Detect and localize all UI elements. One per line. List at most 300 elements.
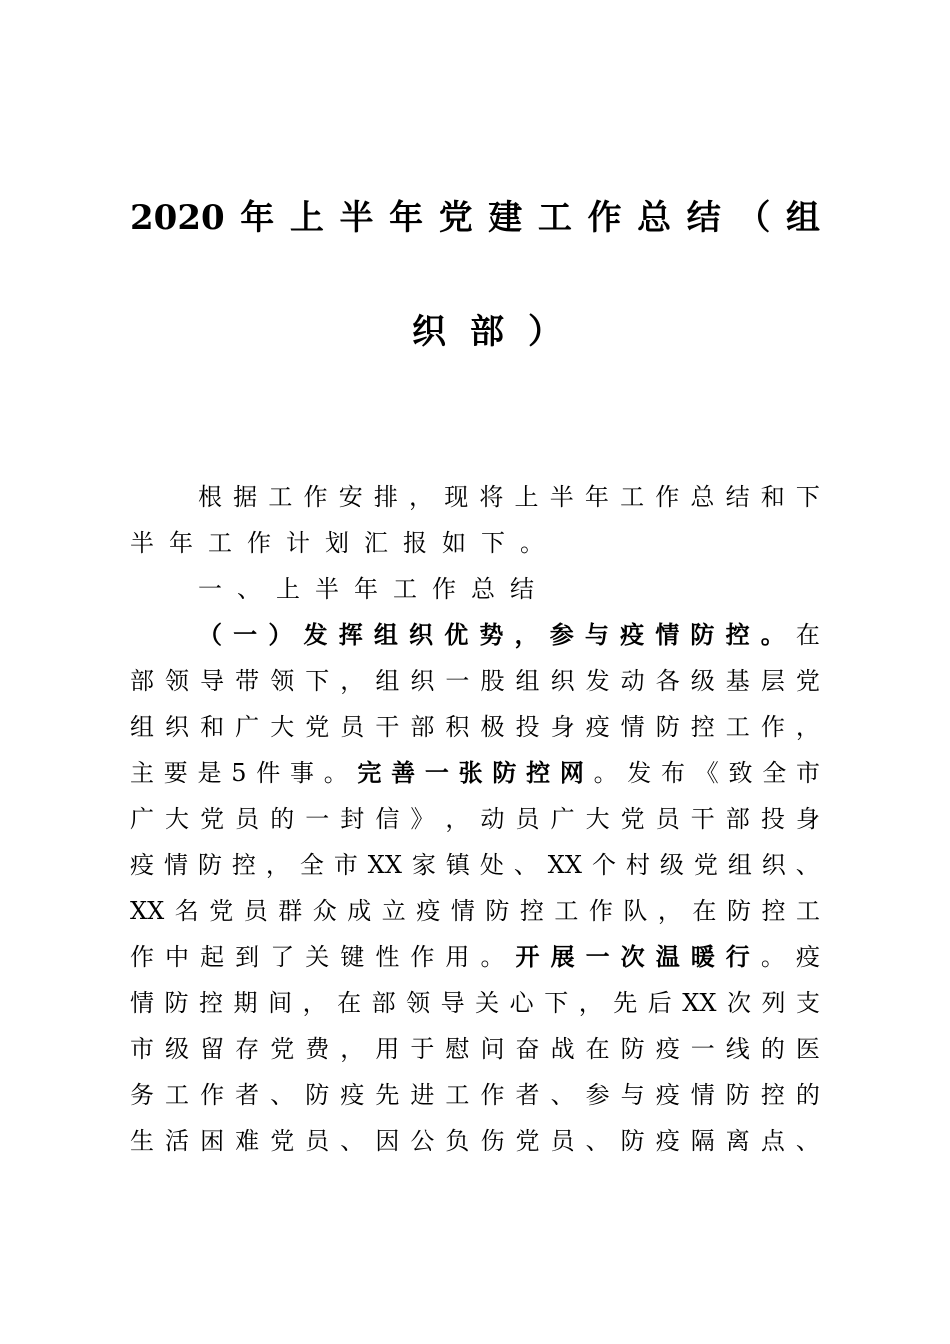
text-token: 领 [270,667,295,695]
text-token: 网 [559,758,584,787]
text-token: 员 [243,897,268,925]
text-token: 与 [620,1081,645,1109]
text-token: 务 [130,1081,154,1109]
text-token: 存 [235,1035,260,1063]
text-token: 控 [231,851,256,879]
text-token: 情 [450,897,475,925]
text-token: 先 [613,989,638,1017]
title-token: 建 [488,198,523,238]
text-token: 党 [305,713,330,741]
text-token: 部 [130,667,154,695]
text-token: 用 [375,1035,400,1063]
text-token: 员 [305,1127,330,1155]
text-token: 工 [554,897,579,925]
text-token: ， [340,667,365,695]
text-token: 工 [725,713,750,741]
text-token: 报 [403,529,427,557]
text-token: 、 [237,575,261,603]
text-token: 下 [795,483,820,511]
text-token: 作 [247,529,271,557]
body-text-line [130,942,820,972]
text-token: XX [367,851,402,879]
text-token: 线 [725,1035,750,1063]
text-token: 防 [726,897,751,925]
text-token: 一 [585,942,610,971]
text-token: 善 [391,758,416,787]
text-token: 一 [445,667,470,695]
text-token: 用 [445,943,470,971]
text-token: 身 [795,805,820,833]
text-token: 排 [373,483,398,511]
text-token: 部 [725,805,750,833]
text-token: 一 [690,1035,715,1063]
text-token: 在 [692,897,717,925]
text-token: 群 [278,897,303,925]
text-token: 张 [458,758,483,787]
text-token: 、 [550,1081,575,1109]
text-token: 键 [340,943,365,971]
text-token: 上 [514,483,539,511]
text-token: 在 [795,621,820,649]
text-token: 作 [480,1081,505,1109]
text-token: 情 [163,851,188,879]
text-token: XX [682,989,717,1017]
text-token: 生 [130,1127,154,1155]
text-token: 开 [515,942,540,971]
text-token: 势 [479,620,504,649]
text-token: 各 [655,667,680,695]
text-token: 组 [130,713,154,741]
text-token: 到 [235,943,260,971]
text-token: 控 [761,897,786,925]
text-token: 工 [208,529,232,557]
text-token: 工 [268,483,293,511]
text-token: 控 [725,620,750,649]
text-token: ， [514,620,539,649]
text-token: 、 [585,1127,610,1155]
body-text-line [130,1080,820,1110]
text-token: 积 [445,713,470,741]
text-token: 基 [725,667,750,695]
body-text-line [198,574,820,604]
text-token: 全 [762,759,787,787]
text-token: 员 [340,713,365,741]
title-token: 年 [240,198,275,238]
title-token: 年 [389,198,424,238]
text-token: 难 [235,1127,260,1155]
text-token: 隔 [690,1127,715,1155]
text-token: 先 [375,1081,400,1109]
text-token: 织 [165,713,190,741]
text-token: 员 [515,805,540,833]
text-token: 挥 [338,620,363,649]
text-token: 股 [480,667,505,695]
text-token: 在 [337,989,362,1017]
text-token: 参 [549,620,574,649]
text-token: 立 [381,897,406,925]
text-token: 党 [693,851,718,879]
text-token: 和 [760,483,785,511]
text-token: 动 [620,667,645,695]
text-token: 半 [549,483,574,511]
text-token: 活 [165,1127,190,1155]
text-token: 点 [760,1127,785,1155]
text-token: 、 [270,1081,295,1109]
text-token: 次 [726,989,751,1017]
text-token: 一 [198,575,222,603]
text-token: 。 [323,759,348,787]
body-text-line [198,482,820,512]
text-token: 》 [410,805,435,833]
text-token: 间 [268,989,293,1017]
text-token: XX [547,851,582,879]
text-token: 是 [197,759,222,787]
text-token: 层 [760,667,785,695]
title-token: 党 [438,198,473,238]
title-token: （ [736,198,771,238]
text-token: 组 [727,851,752,879]
text-token: 根 [198,483,222,511]
text-token: 作 [303,483,328,511]
text-token: 疫 [795,943,820,971]
text-token: 下 [481,529,505,557]
text-token: 疫 [620,620,645,649]
text-token: 发 [627,759,652,787]
text-token: 、 [340,1127,365,1155]
text-token: 大 [270,713,295,741]
text-token: 离 [725,1127,750,1155]
text-token: 员 [235,805,260,833]
text-token: 《 [694,759,719,787]
text-token: 防 [197,851,222,879]
text-token: 关 [305,943,330,971]
text-token: 作 [130,943,154,971]
body-text-line [198,620,820,650]
text-token: 结 [510,575,534,603]
text-token: 疫 [130,851,154,879]
text-token: 动 [480,805,505,833]
text-token: 进 [410,1081,435,1109]
text-token: 众 [312,897,337,925]
text-token: 疫 [585,713,610,741]
text-token: 市 [130,1035,154,1063]
text-token: 困 [200,1127,225,1155]
text-token: 关 [475,989,500,1017]
text-token: 情 [655,620,680,649]
text-token: 性 [375,943,400,971]
body-text-line [130,758,820,788]
text-token: 年 [169,529,193,557]
text-token: 镇 [445,851,470,879]
body-text-line [130,666,820,696]
text-token: 布 [661,759,686,787]
text-token: ， [409,483,434,511]
text-token: 者 [235,1081,260,1109]
text-token: 级 [165,1035,190,1063]
body-text-line [130,1126,820,1156]
text-token: 织 [409,620,434,649]
text-token: 部 [410,713,435,741]
text-token: 市 [795,759,820,787]
text-token: 因 [375,1127,400,1155]
text-token: 期 [233,989,258,1017]
text-token: 极 [480,713,505,741]
text-token: 投 [760,805,785,833]
text-token: ， [445,805,470,833]
text-token: 。 [480,943,505,971]
text-token: 的 [760,1035,785,1063]
text-token: 了 [270,943,295,971]
text-token: 列 [761,989,786,1017]
text-token: 与 [584,620,609,649]
text-token: 、 [513,851,538,879]
text-token: 于 [410,1035,435,1063]
text-token: 的 [795,1081,820,1109]
text-token: 如 [442,529,466,557]
body-text-line [130,528,820,558]
text-token: 总 [690,483,715,511]
text-token: 。 [760,620,785,649]
text-token: 员 [550,1127,575,1155]
text-token: 党 [515,1127,540,1155]
text-token: 防 [620,1035,645,1063]
text-token: 件 [256,759,281,787]
body-text-line [130,804,820,834]
text-token: 奋 [515,1035,540,1063]
text-token: 年 [584,483,609,511]
text-token: 家 [411,851,436,879]
text-token: 导 [440,989,465,1017]
text-token: 温 [655,942,680,971]
text-token: 防 [492,758,517,787]
text-token: 半 [130,529,154,557]
text-token: 发 [303,620,328,649]
text-token: 在 [585,1035,610,1063]
document-title-line-1 [130,198,820,238]
text-token: 工 [795,897,820,925]
text-token: 工 [393,575,417,603]
title-token: 总 [637,198,672,238]
text-token: 信 [375,805,400,833]
text-token: 总 [471,575,495,603]
text-token: 党 [200,805,225,833]
text-token: 处 [479,851,504,879]
text-token: 作 [588,897,613,925]
text-token: 工 [165,1081,190,1109]
text-token: 现 [444,483,469,511]
text-token: 织 [410,667,435,695]
text-token: 工 [445,1081,470,1109]
text-token: 领 [165,667,190,695]
title-token: 结 [686,198,721,238]
text-token: 慰 [445,1035,470,1063]
text-token: 导 [200,667,225,695]
text-token: 名 [174,897,199,925]
text-token: 将 [479,483,504,511]
text-token: 医 [795,1035,820,1063]
text-token: 控 [519,897,544,925]
text-token: 。 [593,759,618,787]
text-token: 起 [200,943,225,971]
text-token: 、 [795,1127,820,1155]
text-token: 部 [371,989,396,1017]
text-token: 据 [233,483,258,511]
text-token: 疫 [655,1081,680,1109]
text-token: 后 [647,989,672,1017]
text-token: 一 [424,758,449,787]
text-token: 计 [286,529,310,557]
text-token: 防 [485,897,510,925]
text-token: 暖 [690,942,715,971]
text-token: 年 [354,575,378,603]
text-token: 。 [520,529,544,557]
text-token: 广 [550,805,575,833]
text-token: 5 [231,759,247,787]
text-token: 织 [761,851,786,879]
text-token: 防 [305,1081,330,1109]
text-token: 发 [585,667,610,695]
title-token: 工 [537,198,572,238]
text-token: 疫 [340,1081,365,1109]
text-token: 防 [690,620,715,649]
text-token: 队 [623,897,648,925]
text-token: 防 [164,989,189,1017]
title-token: 2020 [130,198,225,238]
text-token: 市 [333,851,358,879]
text-token: 成 [347,897,372,925]
text-token: 组 [373,620,398,649]
text-token: 下 [544,989,569,1017]
text-token: 。 [760,943,785,971]
text-token: 全 [299,851,324,879]
title-token: 半 [339,198,374,238]
text-token: 战 [550,1035,575,1063]
text-token: 工 [620,483,645,511]
text-token: 党 [270,1127,295,1155]
text-token: 、 [795,851,820,879]
text-token: 行 [725,942,750,971]
text-token: 党 [209,897,234,925]
text-token: 下 [305,667,330,695]
text-token: 广 [130,805,154,833]
text-token: 划 [325,529,349,557]
text-token: 疫 [416,897,441,925]
title-token: 组 [785,198,820,238]
text-token: 支 [795,989,820,1017]
text-token: 身 [550,713,575,741]
text-token: 汇 [364,529,388,557]
text-token: 级 [690,667,715,695]
body-text-line [130,988,820,1018]
text-token: 领 [406,989,431,1017]
text-token: 结 [725,483,750,511]
document-title-line-2: 织部） [412,312,586,352]
text-token: 优 [444,620,469,649]
text-token: 一 [305,805,330,833]
text-token: （ [198,620,222,649]
text-token: 展 [550,942,575,971]
text-token: 个 [591,851,616,879]
text-token: ， [340,1035,365,1063]
text-token: 要 [163,759,188,787]
text-token: 致 [728,759,753,787]
text-token: 者 [515,1081,540,1109]
body-text-line [130,1034,820,1064]
text-token: ， [657,897,682,925]
text-token: 作 [432,575,456,603]
text-token: 作 [760,713,785,741]
text-token: 员 [655,805,680,833]
text-token: 控 [760,1081,785,1109]
text-token: 中 [165,943,190,971]
text-token: 防 [725,1081,750,1109]
text-token: 公 [410,1127,435,1155]
text-token: 情 [690,1081,715,1109]
text-token: 防 [655,713,680,741]
title-token: 作 [587,198,622,238]
text-token: 织 [550,667,575,695]
text-token: 的 [270,805,295,833]
text-token: ， [795,713,820,741]
text-token: 问 [480,1035,505,1063]
text-token: 负 [445,1127,470,1155]
text-token: 控 [526,758,551,787]
text-token: 作 [410,943,435,971]
body-text-line [130,850,820,880]
title-token: 上 [289,198,324,238]
text-token: 党 [795,667,820,695]
text-token: 疫 [655,1127,680,1155]
text-token: 大 [585,805,610,833]
text-token: 大 [165,805,190,833]
text-token: 主 [130,759,154,787]
text-token: 心 [509,989,534,1017]
text-token: 党 [620,805,645,833]
text-token: 广 [235,713,260,741]
text-token: ， [265,851,290,879]
text-token: 半 [315,575,339,603]
text-token: 村 [625,851,650,879]
text-token: 干 [375,713,400,741]
text-token: ， [302,989,327,1017]
text-token: ） [268,620,293,649]
text-token: 党 [270,1035,295,1063]
text-token: 组 [375,667,400,695]
text-token: 事 [289,759,314,787]
text-token: 安 [338,483,363,511]
text-token: 和 [200,713,225,741]
text-token: ， [578,989,603,1017]
text-token: 疫 [655,1035,680,1063]
body-text-line [130,896,820,926]
text-token: 防 [620,1127,645,1155]
text-token: 伤 [480,1127,505,1155]
text-token: 带 [235,667,260,695]
text-token: 作 [200,1081,225,1109]
text-token: 情 [130,989,154,1017]
text-token: 干 [690,805,715,833]
text-token: 控 [690,713,715,741]
text-token: 控 [199,989,224,1017]
text-token: 费 [305,1035,330,1063]
text-token: 投 [515,713,540,741]
text-token: 一 [233,620,258,649]
text-token: 留 [200,1035,225,1063]
text-token: XX [130,897,165,925]
text-token: 封 [340,805,365,833]
text-token: 级 [659,851,684,879]
body-text-line [130,712,820,742]
